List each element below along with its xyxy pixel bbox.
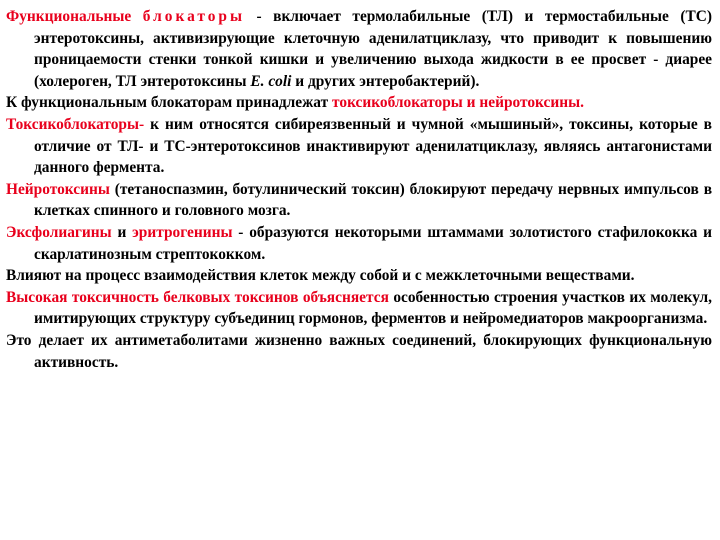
term-high-toxicity: Высокая токсичность белковых токсинов объясняется	[6, 288, 389, 306]
term-exfoliatins: Эксфолиагины	[6, 223, 112, 241]
paragraph-toxicoblockers	[6, 114, 712, 179]
paragraph-text: Влияют на процесс взаимодействия клеток между собой и с межклеточными веществами.	[6, 267, 635, 285]
paragraph-neurotoxins	[6, 179, 712, 222]
paragraph-text-end: и других энтеробактерий).	[291, 72, 480, 90]
paragraph-conjunction: и	[111, 223, 133, 241]
paragraph-text: К функциональным блокаторам принадлежат	[6, 94, 333, 112]
term-toxicoblockers: Токсикоблокаторы-	[6, 115, 145, 133]
term-erythrogenins: эритрогенины	[132, 223, 233, 241]
species-name: E. coli	[250, 72, 292, 90]
paragraph-exfoliatins	[6, 222, 712, 265]
paragraph-interaction	[6, 265, 712, 287]
paragraph-functional-blockers	[6, 6, 712, 92]
paragraph-text: особенностью строения участков их молекул, имитирующих структуру субъединиц гормонов, ферментов и нейромедиаторов макроорганизма.	[34, 288, 712, 328]
paragraph-text: к ним относятся сибиреязвенный и чумной «мышиный», токсины, которые в отличие от ТЛ- и ТС-энтеротоксинов инактивируют аденилатциклазу, являясь антагонистами данного фермента.	[34, 115, 712, 177]
term-blockers: блокаторы	[142, 8, 245, 25]
term-neurotoxins: Нейротоксины	[6, 180, 110, 198]
paragraph-text: (тетаноспазмин, ботулинический токсин) блокируют передачу нервных импульсов в клетках спинного и головного мозга.	[34, 180, 712, 220]
paragraph-high-toxicity	[6, 287, 712, 330]
term-toxicoblockers-neurotoxins: токсикоблокаторы и нейротоксины.	[332, 94, 584, 112]
paragraph-text: - образуются некоторыми штаммами золотистого стафилококка и скарлатинозным стрептококком.	[34, 223, 712, 263]
paragraph-antimetabolites	[6, 330, 712, 373]
term-functional: Функциональные	[6, 8, 132, 25]
paragraph-text: - включает термолабильные (ТЛ) и термостабильные (ТС) энтеротоксины, активизирующие клеточную аденилатциклазу, что приводит к повышению проницаемости стенки тонкой кишки и увеличению выхода жидкости в ее просвет - диарее (холероген, ТЛ энтеротоксины	[34, 8, 712, 90]
paragraph-belong	[6, 92, 712, 114]
paragraph-text: Это делает их антиметаболитами жизненно важных соединений, блокирующих функциональную активность.	[6, 331, 712, 371]
